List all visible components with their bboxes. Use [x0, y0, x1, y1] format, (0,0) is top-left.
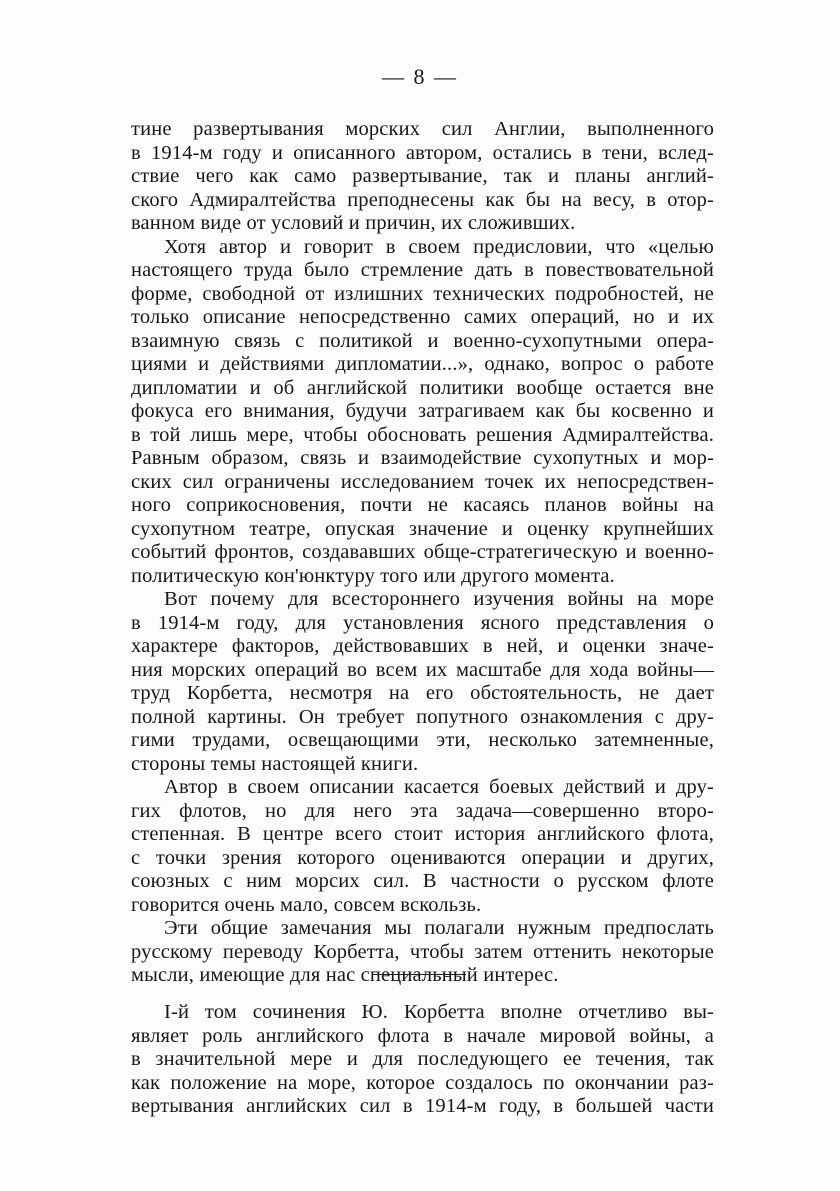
text-line: дипломатии и об английской политики вообще остается вне — [131, 376, 714, 399]
text-line: как положение на море, которое создалось по окончании раз- — [131, 1071, 714, 1094]
text-line: в 1914-м году и описанного автором, остались в тени, вслед- — [131, 141, 714, 164]
text-line: мысли, имеющие для нас специальный интерес. — [131, 964, 559, 986]
text-line: характере факторов, действовавших в ней, и оценки значе- — [131, 635, 714, 657]
text-line: политическую кон'юнктуру того или другого момента. — [131, 564, 615, 587]
section-text — [131, 1001, 714, 1119]
text-line: русскому переводу Корбетта, чтобы затем оттенить некоторые — [131, 940, 714, 963]
text-line: ния морских операций во всем их масштабе для хода войны— — [131, 658, 714, 681]
text-line: с точки зрения которого оцениваются операции и других, — [131, 846, 714, 869]
text-line: гих флотов, но для него эта задача—совершенно второ- — [131, 799, 714, 822]
text-line: гими трудами, освещающими эти, несколько затемненные, — [131, 729, 714, 751]
section-divider — [372, 974, 466, 975]
text-line: циями и действиями дипломатии...», однако, вопрос о работе — [131, 353, 714, 375]
text-line: в значительной мере и для последующего ее течения, так — [131, 1048, 714, 1070]
text-line: фокуса его внимания, будучи затрагиваем как бы косвенно и — [131, 400, 714, 422]
text-line: форме, свободной от излишних технических подробностей, не — [131, 282, 714, 305]
text-line: полной картины. Он требует попутного ознакомления с дру- — [131, 705, 714, 728]
text-line: в 1914-м году, для установления ясного представления о — [131, 611, 714, 634]
text-line: стороны темы настоящей книги. — [131, 752, 419, 775]
text-line: Автор в своем описании касается боевых действий и дру- — [164, 776, 714, 798]
text-line: являет роль английского флота в начале мировой войны, а — [131, 1024, 714, 1047]
text-line: I-й том сочинения Ю. Корбетта вполне отчетливо вы- — [164, 1001, 714, 1023]
text-line: ского Адмиралтейства преподнесены как бы на весу, в отор- — [131, 188, 714, 211]
text-line: вертывания английских сил в 1914-м году, в большей части — [131, 1095, 714, 1117]
text-line: тине развертывания морских сил Англии, выполненного — [131, 118, 714, 140]
text-line: настоящего труда было стремление дать в повествовательной — [131, 259, 714, 281]
text-line: ских сил ограничены исследованием точек их непосредствен- — [131, 470, 714, 493]
text-line: Равным образом, связь и взаимодействие сухопутных и мор- — [131, 447, 714, 469]
text-line: событий фронтов, создававших обще-стратегическую и военно- — [131, 541, 714, 563]
text-line: ствие чего как само развертывание, так и планы англий- — [131, 165, 714, 187]
text-line: говорится очень мало, совсем вскользь. — [131, 893, 482, 916]
text-line: ванном виде от условий и причин, их сложивших. — [131, 212, 576, 234]
text-line: взаимную связь с политикой и военно-сухопутными опера- — [131, 329, 714, 352]
body-text — [131, 118, 714, 988]
text-line: союзных с ним морсих сил. В частности о русском флоте — [131, 870, 714, 892]
page-number: — 8 — — [382, 64, 458, 89]
text-line: ного соприкосновения, почти не касаясь планов войны на — [131, 494, 714, 516]
text-line: степенная. В центре всего стоит история английского флота, — [131, 823, 714, 845]
text-line: труд Корбетта, несмотря на его обстоятельность, не дает — [131, 682, 714, 704]
text-line: сухопутном театре, опуская значение и оценку крупнейших — [131, 517, 714, 540]
text-line: Эти общие замечания мы полагали нужным предпослать — [164, 917, 714, 939]
text-line: Вот почему для всестороннего изучения войны на море — [164, 588, 714, 610]
text-line: только описание непосредственно самих операций, но и их — [131, 306, 714, 328]
text-line: в той лишь мере, чтобы обосновать решения Адмиралтейства. — [131, 423, 714, 446]
text-line: Хотя автор и говорит в своем предисловии, что «целью — [164, 235, 714, 258]
